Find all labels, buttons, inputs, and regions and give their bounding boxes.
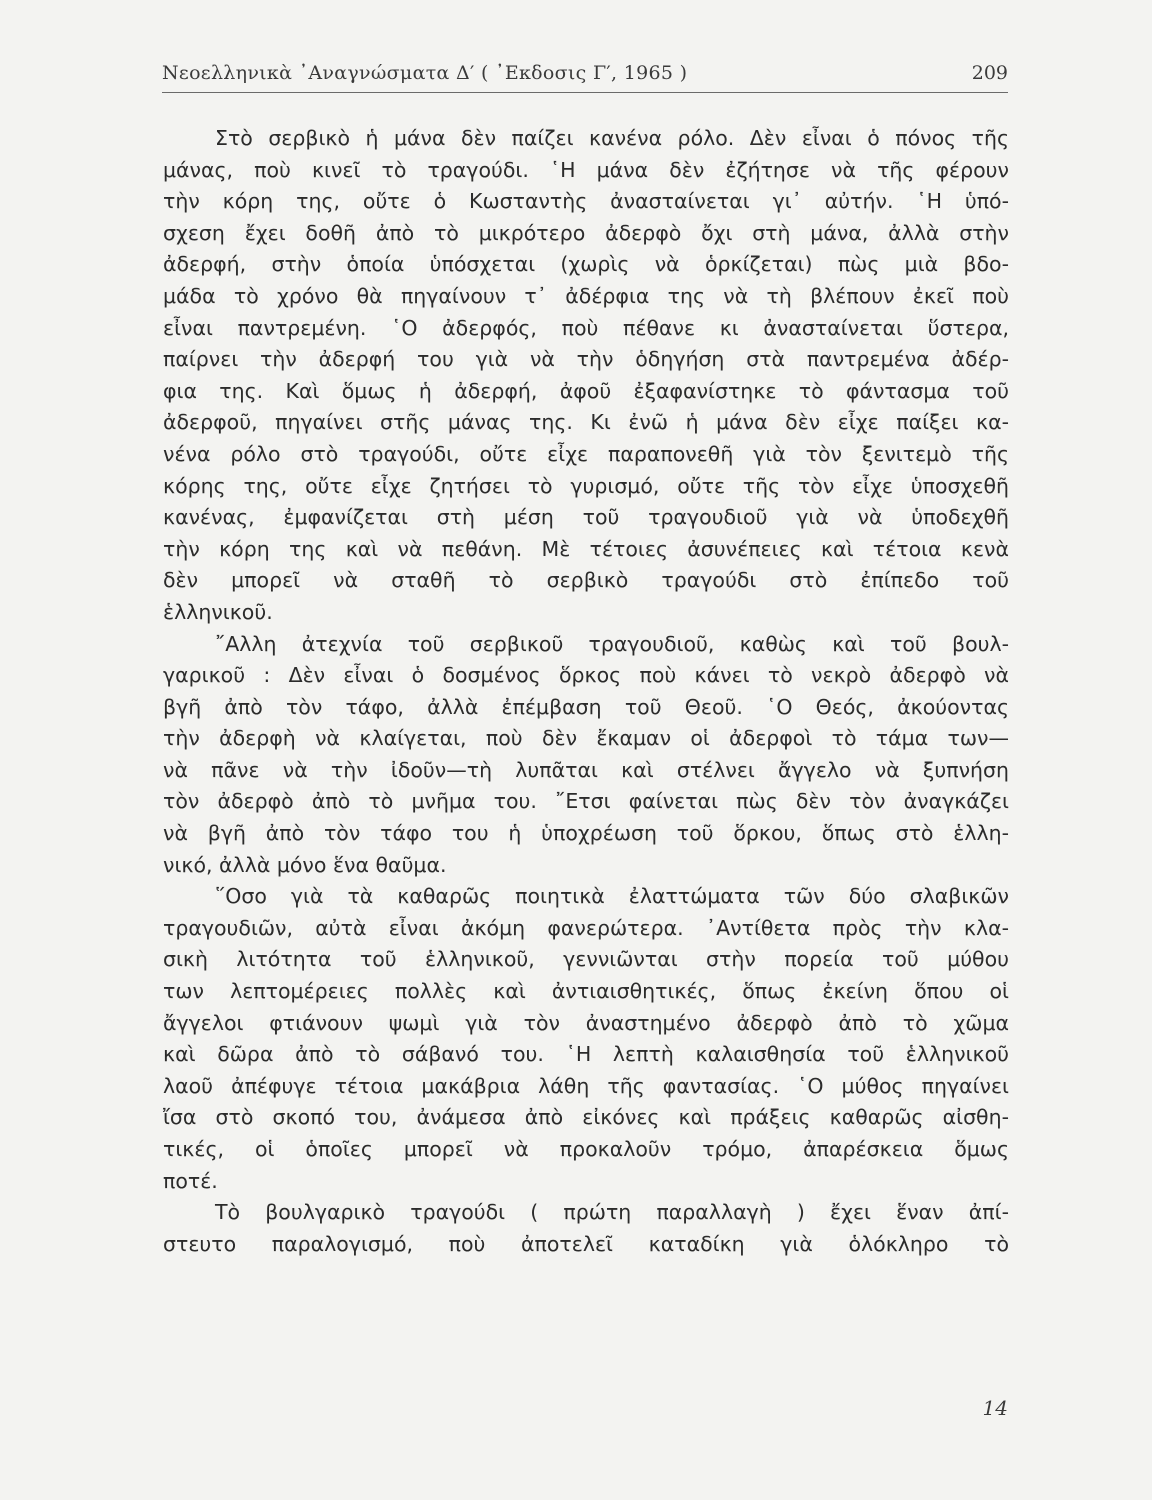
paragraph-2 [163,629,1009,882]
text-line: Στὸ σερβικὸ ἡ μάνα δὲν παίζει κανένα ρόλο. Δὲν εἶναι ὁ πόνος τῆς [215,126,1009,150]
text-line: τὴν ἀδερφὴ νὰ κλαίγεται, ποὺ δὲν ἔκαμαν οἱ ἀδερφοὶ τὸ τάμα των— [163,726,1009,751]
text-line: ἑλληνικοῦ. [163,599,273,624]
text-line: νὰ πᾶνε νὰ τὴν ἰδοῦν—τὴ λυπᾶται καὶ στέλνει ἄγγελο νὰ ξυπνήση [163,757,1009,782]
text-line: καὶ δῶρα ἀπὸ τὸ σάβανό του. ῾Η λεπτὴ καλαισθησία τοῦ ἑλληνικοῦ [163,1042,1009,1067]
text-line: νένα ρόλο στὸ τραγούδι, οὔτε εἶχε παραπονεθῆ γιὰ τὸν ξενιτεμὸ τῆς [163,441,1009,466]
text-line: ἀδερφοῦ, πηγαίνει στῆς μάνας της. Κι ἐνῶ ἡ μάνα δὲν εἶχε παίξει κα- [163,410,1009,435]
running-header [162,58,1008,93]
text-line: ἀδερφή, στὴν ὁποία ὑπόσχεται (χωρὶς νὰ ὁρκίζεται) πὼς μιὰ βδο- [163,252,1009,277]
text-line: δὲν μπορεῖ νὰ σταθῆ τὸ σερβικὸ τραγούδι στὸ ἐπίπεδο τοῦ [163,568,1009,593]
text-line: Τὸ βουλγαρικὸ τραγούδι ( πρώτη παραλλαγὴ ) ἔχει ἕναν ἀπί- [215,1200,1009,1225]
text-line: τραγουδιῶν, αὐτὰ εἶναι ἀκόμη φανερώτερα. ᾿Αντίθετα πρὸς τὴν κλα- [163,915,1009,940]
text-line: ῞Οσο γιὰ τὰ καθαρῶς ποιητικὰ ἐλαττώματα τῶν δύο σλαβικῶν [215,884,1009,909]
text-line: λαοῦ ἀπέφυγε τέτοια μακάβρια λάθη τῆς φαντασίας. ῾Ο μύθος πηγαίνει [163,1073,1009,1098]
text-line: κόρης της, οὔτε εἶχε ζητήσει τὸ γυρισμό, οὔτε τῆς τὸν εἶχε ὑποσχεθῆ [163,473,1009,498]
paragraph-3 [163,881,1009,1197]
text-line: εἶναι παντρεμένη. ῾Ο ἀδερφός, ποὺ πέθανε κι ἀνασταίνεται ὕστερα, [163,315,1009,340]
text-line: των λεπτομέρειες πολλὲς καὶ ἀντιαισθητικές, ὅπως ἐκείνη ὅπου οἱ [163,979,1009,1004]
paragraph-1 [163,123,1009,629]
book-title: Νεοελληνικὰ ᾿Αναγνώσματα Δ′ ( ᾿Εκδοσις Γ′, 1965 ) [162,62,688,84]
text-line: τικές, οἱ ὁποῖες μπορεῖ νὰ προκαλοῦν τρόμο, ἀπαρέσκεια ὅμως [163,1137,1009,1161]
text-line: ποτέ. [163,1168,218,1193]
text-line: μάνας, ποὺ κινεῖ τὸ τραγούδι. ῾Η μάνα δὲν ἐζήτησε νὰ τῆς φέρουν [163,157,1009,182]
text-line: στευτο παραλογισμό, ποὺ ἀποτελεῖ καταδίκη γιὰ ὁλόκληρο τὸ [163,1231,1009,1256]
text-line: τὴν κόρη της, οὔτε ὁ Κωσταντὴς ἀνασταίνεται γι᾿ αὐτήν. ῾Η ὑπό- [163,189,1009,214]
signature-mark: 14 [982,1396,1008,1420]
page-number: 209 [971,62,1008,84]
text-line: ἴσα στὸ σκοπό του, ἀνάμεσα ἀπὸ εἰκόνες καὶ πράξεις καθαρῶς αἰσθη- [163,1105,1009,1130]
text-line: φια της. Καὶ ὅμως ἡ ἀδερφή, ἀφοῦ ἐξαφανίστηκε τὸ φάντασμα τοῦ [163,378,1009,403]
text-line: σικὴ λιτότητα τοῦ ἑλληνικοῦ, γεννιῶνται στὴν πορεία τοῦ μύθου [163,947,1009,972]
text-line: κανένας, ἐμφανίζεται στὴ μέση τοῦ τραγουδιοῦ γιὰ νὰ ὑποδεχθῆ [163,505,1009,530]
text-line: γαρικοῦ : Δὲν εἶναι ὁ δοσμένος ὅρκος ποὺ κάνει τὸ νεκρὸ ἀδερφὸ νὰ [163,663,1009,688]
text-line: σχεση ἔχει δοθῆ ἀπὸ τὸ μικρότερο ἀδερφὸ ὄχι στὴ μάνα, ἀλλὰ στὴν [163,220,1009,245]
text-line: ἄγγελοι φτιάνουν ψωμὶ γιὰ τὸν ἀναστημένο ἀδερφὸ ἀπὸ τὸ χῶμα [163,1010,1009,1035]
text-line: τὸν ἀδερφὸ ἀπὸ τὸ μνῆμα του. ῎Ετσι φαίνεται πὼς δὲν τὸν ἀναγκάζει [163,789,1009,814]
text-line: τὴν κόρη της καὶ νὰ πεθάνη. Μὲ τέτοιες ἀσυνέπειες καὶ τέτοια κενὰ [163,536,1009,561]
text-line: παίρνει τὴν ἀδερφή του γιὰ νὰ τὴν ὁδηγήση στὰ παντρεμένα ἀδέρ- [163,347,1009,372]
text-line: βγῆ ἀπὸ τὸν τάφο, ἀλλὰ ἐπέμβαση τοῦ Θεοῦ. ῾Ο Θεός, ἀκούοντας [163,694,1009,719]
text-line: νὰ βγῆ ἀπὸ τὸν τάφο του ἡ ὑποχρέωση τοῦ ὅρκου, ὅπως στὸ ἑλλη- [163,821,1009,846]
text-line: μάδα τὸ χρόνο θὰ πηγαίνουν τ᾿ ἀδέρφια της νὰ τὴ βλέπουν ἐκεῖ ποὺ [163,283,1009,308]
text-line: νικό, ἀλλὰ μόνο ἕνα θαῦμα. [163,852,447,877]
paragraph-4 [163,1197,1009,1260]
body-text [163,123,1009,1260]
text-line: ῎Αλλη ἀτεχνία τοῦ σερβικοῦ τραγουδιοῦ, καθὼς καὶ τοῦ βουλ- [215,631,1009,656]
